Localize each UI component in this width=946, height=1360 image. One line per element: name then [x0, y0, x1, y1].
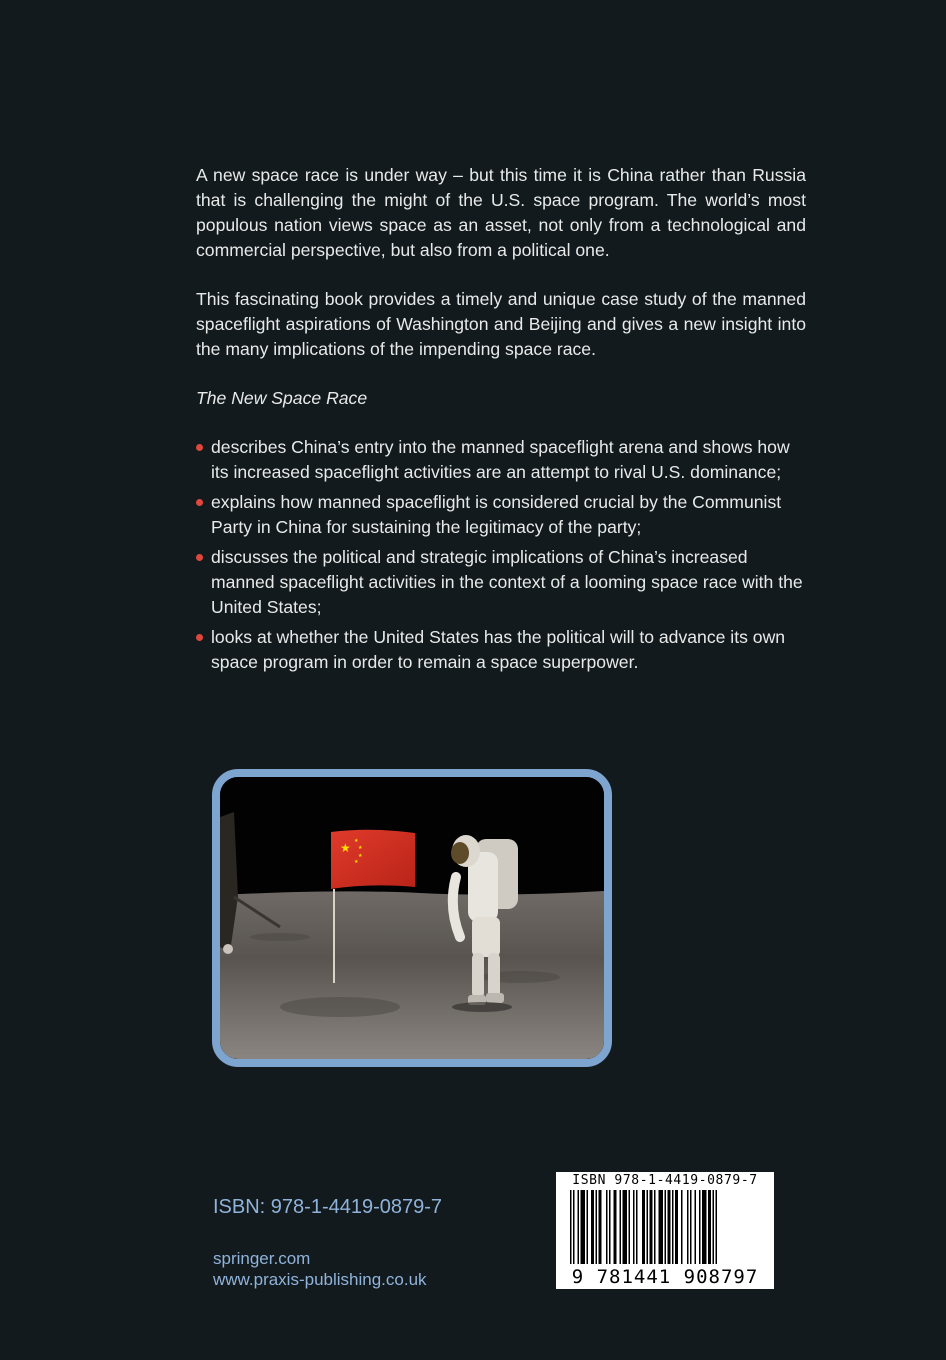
svg-text:★: ★ [358, 853, 363, 859]
barcode-bar [695, 1190, 697, 1264]
barcode-bar [668, 1190, 671, 1264]
barcode-number: 9 781441 908797 [571, 1266, 759, 1288]
book-title: The New Space Race [196, 388, 368, 408]
barcode-bar [687, 1190, 689, 1264]
isbn-barcode [556, 1172, 774, 1289]
back-cover-text [196, 163, 806, 680]
barcode-bar [713, 1190, 715, 1264]
barcode-bar [654, 1190, 656, 1264]
barcode-bar [614, 1190, 617, 1264]
svg-text:★: ★ [340, 841, 351, 855]
barcode-bar [596, 1190, 598, 1264]
barcode-bar [591, 1190, 594, 1264]
bullet-icon [196, 634, 203, 641]
barcode-bar [606, 1190, 608, 1264]
isbn-text: ISBN: 978-1-4419-0879-7 [213, 1196, 443, 1218]
barcode-bar [690, 1190, 692, 1264]
barcode-bar [672, 1190, 674, 1264]
description-paragraph: This fascinating book provides a timely and unique case study of the manned spaceflight aspirations of Washington and Beijing and gives a new insight into the many implications of the impending space race. [196, 289, 806, 359]
bullet-icon [196, 444, 203, 451]
barcode-bar [599, 1190, 602, 1264]
url-springer[interactable]: springer.com [213, 1249, 311, 1268]
url-praxis[interactable]: www.praxis-publishing.co.uk [213, 1270, 427, 1289]
list-item: explains how manned spaceflight is considered crucial by the Communist Party in China for sustaining the legitimacy of the party; [196, 490, 806, 540]
bullet-icon [196, 499, 203, 506]
feature-list [196, 435, 806, 675]
barcode-bar [642, 1190, 645, 1264]
barcode-bar [699, 1190, 701, 1264]
svg-text:★: ★ [354, 859, 359, 865]
description-paragraph: A new space race is under way – but this time it is China rather than Russia that is challenging the might of the U.S. space program. The world’s most populous nation views space as an asset, not only from a technological and commercial perspective, but also from a political one. [196, 165, 806, 260]
list-item: describes China’s entry into the manned spaceflight arena and shows how its increased spaceflight activities are an attempt to rival U.S. dominance; [196, 435, 806, 485]
barcode-bar [650, 1190, 653, 1264]
barcode-bar [573, 1190, 575, 1264]
barcode-bar [681, 1190, 683, 1264]
astronaut-flag-photo [212, 769, 612, 1067]
barcode-bar [570, 1190, 572, 1264]
barcode-bar [609, 1190, 611, 1264]
barcode-isbn-label: ISBN 978-1-4419-0879-7 [572, 1173, 758, 1188]
barcode-bar [675, 1190, 678, 1264]
barcode-bar [647, 1190, 649, 1264]
barcode-bar [587, 1190, 589, 1264]
barcode-bar [581, 1190, 586, 1264]
barcode-bars [556, 1190, 774, 1266]
barcode-bar [620, 1190, 622, 1264]
barcode-bar [702, 1190, 707, 1264]
barcode-bar [636, 1190, 638, 1264]
list-item: discusses the political and strategic implications of China’s increased manned spaceflight activities in the context of a looming space race with the United States; [196, 545, 806, 620]
barcode-bar [629, 1190, 631, 1264]
barcode-bar [578, 1190, 580, 1264]
barcode-bar [623, 1190, 628, 1264]
barcode-bar [708, 1190, 711, 1264]
barcode-bar [633, 1190, 635, 1264]
barcode-bar [659, 1190, 664, 1264]
svg-text:★: ★ [358, 845, 363, 851]
list-item: looks at whether the United States has the political will to advance its own space program in order to remain a space superpower. [196, 625, 806, 675]
publisher-urls [213, 1248, 427, 1290]
barcode-bar [716, 1190, 718, 1264]
bullet-icon [196, 554, 203, 561]
svg-text:★: ★ [354, 838, 359, 844]
barcode-bar [665, 1190, 667, 1264]
